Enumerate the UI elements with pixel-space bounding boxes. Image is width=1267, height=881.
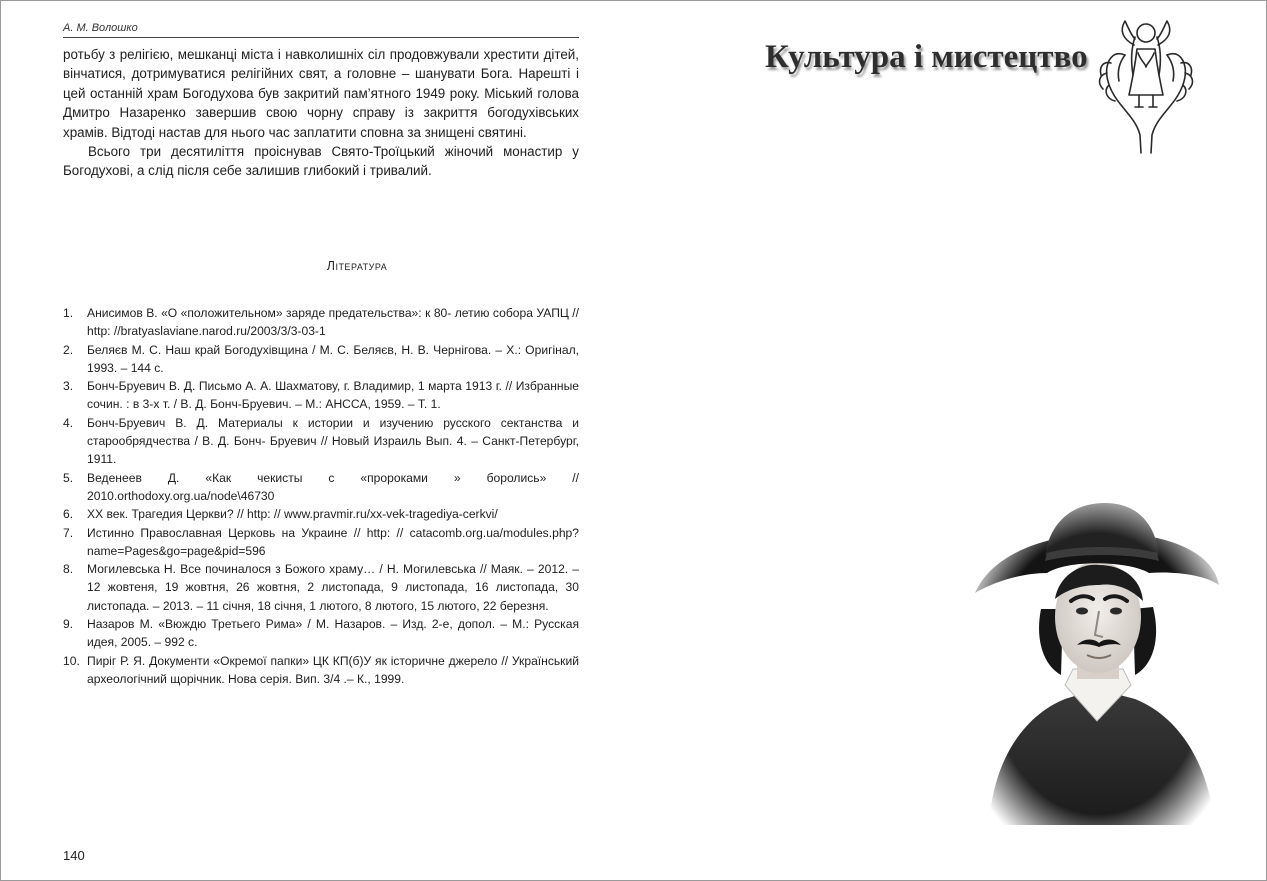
portrait-photo-icon xyxy=(969,489,1227,825)
reference-number: 4. xyxy=(63,415,74,430)
reference-item xyxy=(63,377,579,414)
reference-text: XX век. Трагедия Церкви? // http: // www.pravmir.ru/xx-vek-tragediya-cerkvi/ xyxy=(87,507,498,522)
reference-item xyxy=(63,414,579,469)
reference-item xyxy=(63,304,579,341)
running-head: А. М. Волошко xyxy=(63,22,579,38)
literature-heading: Література xyxy=(326,259,388,273)
reference-text: Могилевська Н. Все починалося з Божого храму… / Н. Могилевська // Маяк. – 2012. – 12 жовтеня, 19 жовтня, 26 жовтня, 2 листопада, 9 листопада, 16 листопада, 30 листопада. – 2013. – 11 січня, 18 січня, 1 лютого, 8 лютого, 15 лютого, 22 березня. xyxy=(87,562,579,613)
body-paragraph: Всього три десятиліття проіснував Свято-Троїцький жіночий монастир у Богодухові, а слід після себе залишив глибокий і тривалий. xyxy=(63,144,579,179)
page-number: 140 xyxy=(63,848,85,863)
reference-number: 9. xyxy=(63,617,74,632)
reference-number: 7. xyxy=(63,525,74,540)
reference-number: 5. xyxy=(63,470,74,485)
reference-item xyxy=(63,524,579,561)
reference-number: 8. xyxy=(63,562,74,577)
section-title: Культура і мистецтво xyxy=(765,39,1088,75)
reference-text: Истинно Православная Церковь на Украине // http: // catacomb.org.ua/modules.php?name=Pages&go=page&pid=596 xyxy=(87,525,579,558)
reference-text: Бонч-Бруевич В. Д. Материалы к истории и изучению русского сектанства и старообрядчества / В. Д. Бонч- Бруевич // Новый Израиль Вып. 4. – Санкт-Петербург, 1911. xyxy=(87,415,579,467)
reference-text: Веденеев Д. «Как чекисты с «пророками » боролись» // 2010.orthodoxy.org.ua/node\46730 xyxy=(87,470,579,503)
reference-item xyxy=(63,341,579,378)
reference-number: 10. xyxy=(63,653,80,668)
reference-item xyxy=(63,615,579,652)
body-text xyxy=(63,45,579,181)
reference-item xyxy=(63,560,579,615)
reference-number: 2. xyxy=(63,342,74,357)
reference-text: Анисимов В. «О «положительном» заряде предательства»: к 80- летию собора УАПЦ // http: //bratyaslaviane.narod.ru/2003/3/3-03-1 xyxy=(87,306,579,339)
reference-number: 6. xyxy=(63,507,74,522)
reference-text: Назаров М. «Вюждю Третьего Рима» / М. Назаров. – Изд. 2-е, допол. – М.: Русская идея, 2005. – 992 с. xyxy=(87,617,579,650)
reference-text: Бонч-Бруевич В. Д. Письмо А. А. Шахматову, г. Владимир, 1 марта 1913 г. // Избранные сочин. : в 3-х т. / В. Д. Бонч-Бруевич. – М.: АНССА, 1959. – Т. 1. xyxy=(87,379,579,412)
reference-item xyxy=(63,652,579,689)
reference-number: 1. xyxy=(63,306,74,320)
reference-item xyxy=(63,505,579,523)
reference-text: Беляєв М. С. Наш край Богодухівщина / М. С. Беляєв, Н. В. Чернігова. – Х.: Оригінал, 1993. – 144 с. xyxy=(87,342,579,375)
hands-holding-figure-emblem-icon xyxy=(1085,11,1207,161)
reference-list xyxy=(63,304,579,688)
reference-item xyxy=(63,469,579,506)
reference-number: 3. xyxy=(63,379,74,394)
reference-text: Пиріг Р. Я. Документи «Окремої папки» ЦК КП(б)У як історичне джерело // Український археологічний щорічник. Нова серія. Вип. 3/4 .– К., 1999. xyxy=(87,653,579,686)
body-paragraph: ротьбу з релігією, мешканці міста і навколишніх сіл продовжували хрестити дітей, вінчатися, дотримуватися релігійних свят, а головне – шанувати Бога. Нарешті і цей останній храм Богодухова був закритий пам’ятного 1949 року. Міський голова Дмитро Назаренко завершив свою чорну справу із закриття богодухівських храмів. Відтоді настав для нього час заплатити сповна за знищені святині. xyxy=(63,47,579,140)
